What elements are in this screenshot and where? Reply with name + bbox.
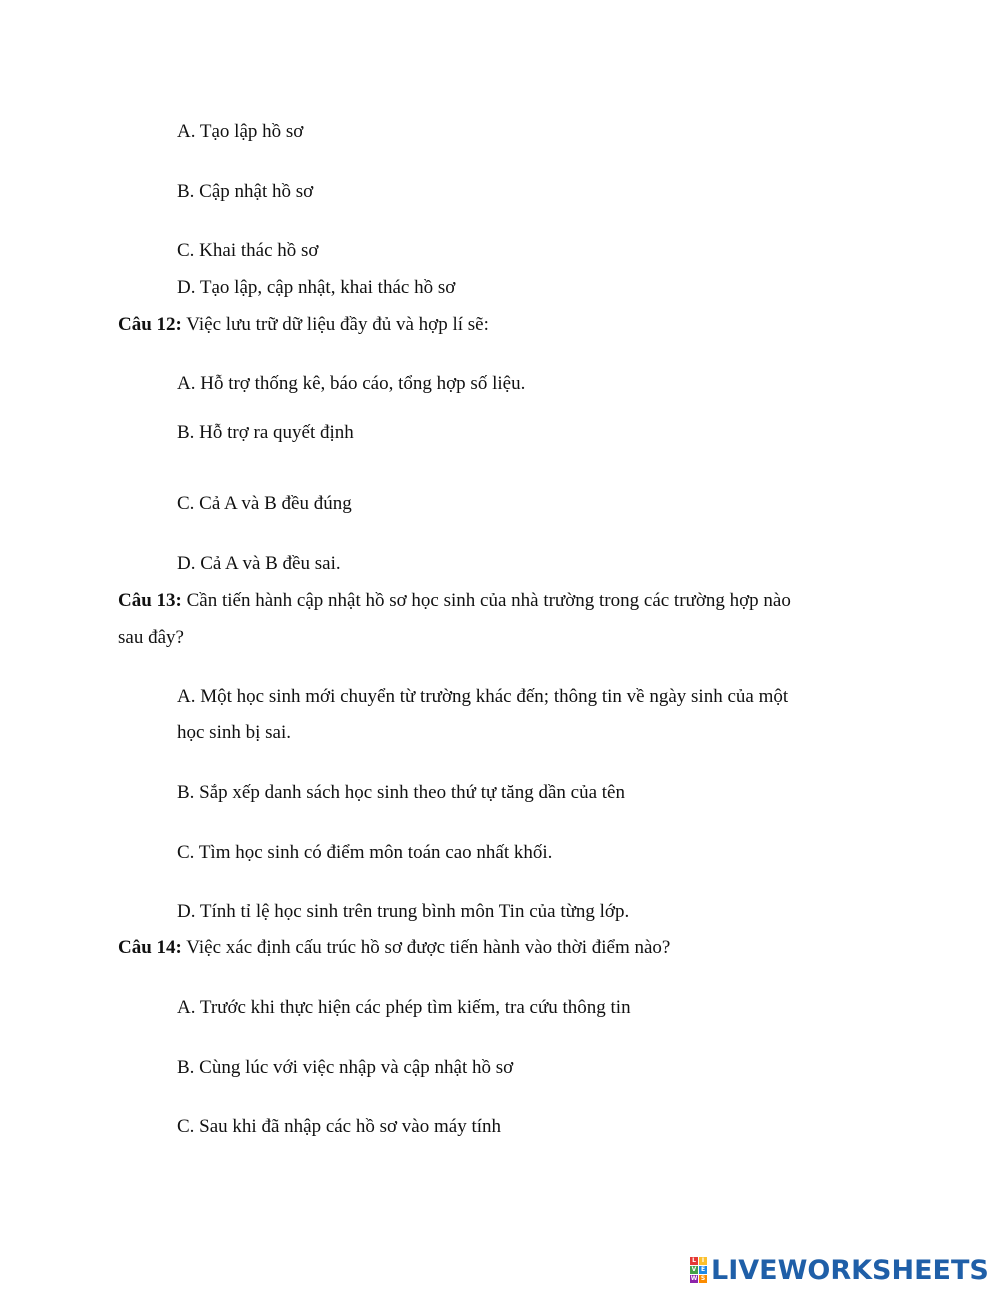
liveworksheets-logo[interactable] — [690, 1256, 989, 1284]
q13-question — [118, 591, 791, 610]
q13-label: Câu 13: — [118, 590, 182, 611]
q12-label: Câu 12: — [118, 314, 182, 335]
q12-option-d: D. Cả A và B đều sai. — [177, 553, 341, 574]
q11-option-a: A. Tạo lập hồ sơ — [177, 121, 304, 142]
q13-option-b: B. Sắp xếp danh sách học sinh theo thứ tự tăng dần của tên — [177, 782, 625, 803]
q13-option-a-line2: học sinh bị sai. — [177, 722, 291, 743]
logo-mark-cell: V — [691, 1266, 697, 1273]
q12-option-a: A. Hỗ trợ thống kê, báo cáo, tổng hợp số liệu. — [177, 373, 526, 394]
q13-question-line2: sau đây? — [118, 627, 184, 648]
q14-option-b: B. Cùng lúc với việc nhập và cập nhật hồ sơ — [177, 1057, 514, 1078]
liveworksheets-logo-text: LIVEWORKSHEETS — [711, 1254, 989, 1286]
q13-option-d: D. Tính tỉ lệ học sinh trên trung bình môn Tin của từng lớp. — [177, 901, 630, 922]
q12-option-c: C. Cả A và B đều đúng — [177, 493, 352, 514]
q13-text: Cần tiến hành cập nhật hồ sơ học sinh của nhà trường trong các trường hợp nào — [181, 590, 791, 611]
liveworksheets-logo-icon — [690, 1257, 707, 1283]
q14-label: Câu 14: — [118, 937, 182, 958]
q14-option-a: A. Trước khi thực hiện các phép tìm kiếm, tra cứu thông tin — [177, 997, 631, 1018]
logo-mark-cell: S — [700, 1275, 706, 1282]
logo-mark-cell: I — [699, 1257, 707, 1265]
q13-option-c: C. Tìm học sinh có điểm môn toán cao nhất khối. — [177, 842, 553, 863]
q12-option-b: B. Hỗ trợ ra quyết định — [177, 422, 354, 443]
q11-option-b: B. Cập nhật hồ sơ — [177, 181, 314, 202]
q11-option-c: C. Khai thác hồ sơ — [177, 240, 319, 261]
q14-option-c: C. Sau khi đã nhập các hồ sơ vào máy tính — [177, 1116, 502, 1137]
logo-mark-cell: L — [690, 1257, 698, 1265]
q14-text: Việc xác định cấu trúc hồ sơ được tiến hành vào thời điểm nào? — [181, 937, 671, 958]
logo-mark-cell: W — [690, 1275, 698, 1282]
q13-option-a: A. Một học sinh mới chuyển từ trường khác đến; thông tin về ngày sinh của một — [177, 686, 789, 707]
logo-mark-cell: E — [700, 1266, 706, 1273]
q12-text: Việc lưu trữ dữ liệu đầy đủ và hợp lí sẽ: — [181, 314, 489, 335]
q12-question — [118, 315, 489, 334]
q14-question — [118, 938, 670, 957]
q11-option-d: D. Tạo lập, cập nhật, khai thác hồ sơ — [177, 277, 456, 298]
